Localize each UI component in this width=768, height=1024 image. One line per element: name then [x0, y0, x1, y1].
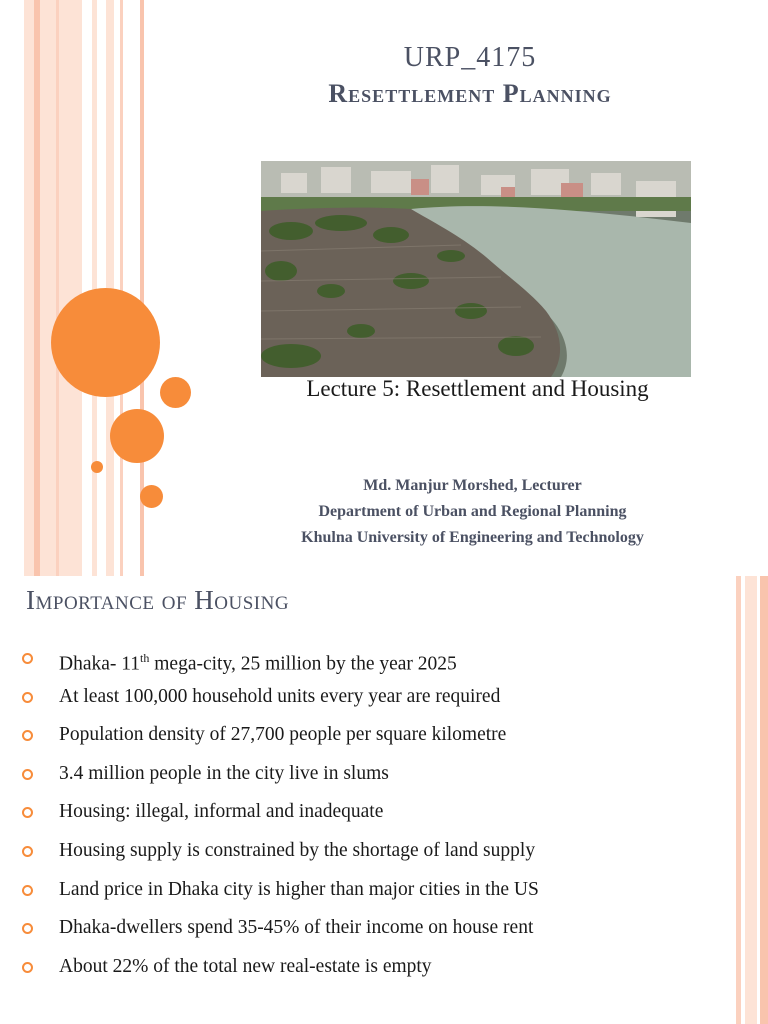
slide-title: Importance of Housing — [26, 585, 290, 615]
bullet-circle-icon — [22, 692, 33, 703]
left-decorative-stripe — [24, 0, 82, 576]
right-decorative-stripe — [760, 576, 768, 1024]
bullet-circle-icon — [22, 769, 33, 780]
decorative-circle — [110, 409, 164, 463]
lecture-title: Lecture 5: Resettlement and Housing — [306, 376, 649, 401]
decorative-circle — [140, 485, 163, 508]
list-item: 3.4 million people in the city live in slums — [20, 757, 720, 796]
left-decorative-stripe — [120, 0, 123, 576]
decorative-circle — [160, 377, 191, 408]
list-item: Housing: illegal, informal and inadequate — [20, 795, 720, 834]
decorative-circle — [51, 288, 160, 397]
bullet-circle-icon — [22, 923, 33, 934]
left-decorative-stripe — [56, 0, 59, 576]
city-slum-photo — [261, 161, 691, 377]
decorative-circle — [91, 461, 103, 473]
bullet-circle-icon — [22, 807, 33, 818]
left-decorative-stripe — [34, 0, 40, 576]
department-name: Department of Urban and Regional Planning — [318, 503, 627, 520]
list-item: At least 100,000 household units every year are required — [20, 680, 720, 719]
bullet-circle-icon — [22, 653, 33, 664]
course-title: Resettlement Planning — [328, 79, 612, 108]
list-item: Dhaka-dwellers spend 35-45% of their income on house rent — [20, 911, 720, 950]
course-code: URP_4175 — [403, 42, 537, 73]
list-item: Population density of 27,700 people per square kilometre — [20, 718, 720, 757]
list-item: About 22% of the total new real-estate is empty — [20, 950, 720, 989]
list-item: Dhaka- 11th mega-city, 25 million by the year 2025 — [20, 641, 720, 680]
right-decorative-stripe — [736, 576, 741, 1024]
bullet-circle-icon — [22, 730, 33, 741]
bullet-circle-icon — [22, 962, 33, 973]
list-item: Housing supply is constrained by the shortage of land supply — [20, 834, 720, 873]
university-name: Khulna University of Engineering and Technology — [301, 529, 644, 546]
bullet-circle-icon — [22, 846, 33, 857]
author-name: Md. Manjur Morshed, Lecturer — [363, 477, 582, 494]
bullet-list — [20, 641, 720, 988]
bullet-circle-icon — [22, 885, 33, 896]
right-decorative-stripe — [745, 576, 757, 1024]
list-item: Land price in Dhaka city is higher than major cities in the US — [20, 873, 720, 912]
